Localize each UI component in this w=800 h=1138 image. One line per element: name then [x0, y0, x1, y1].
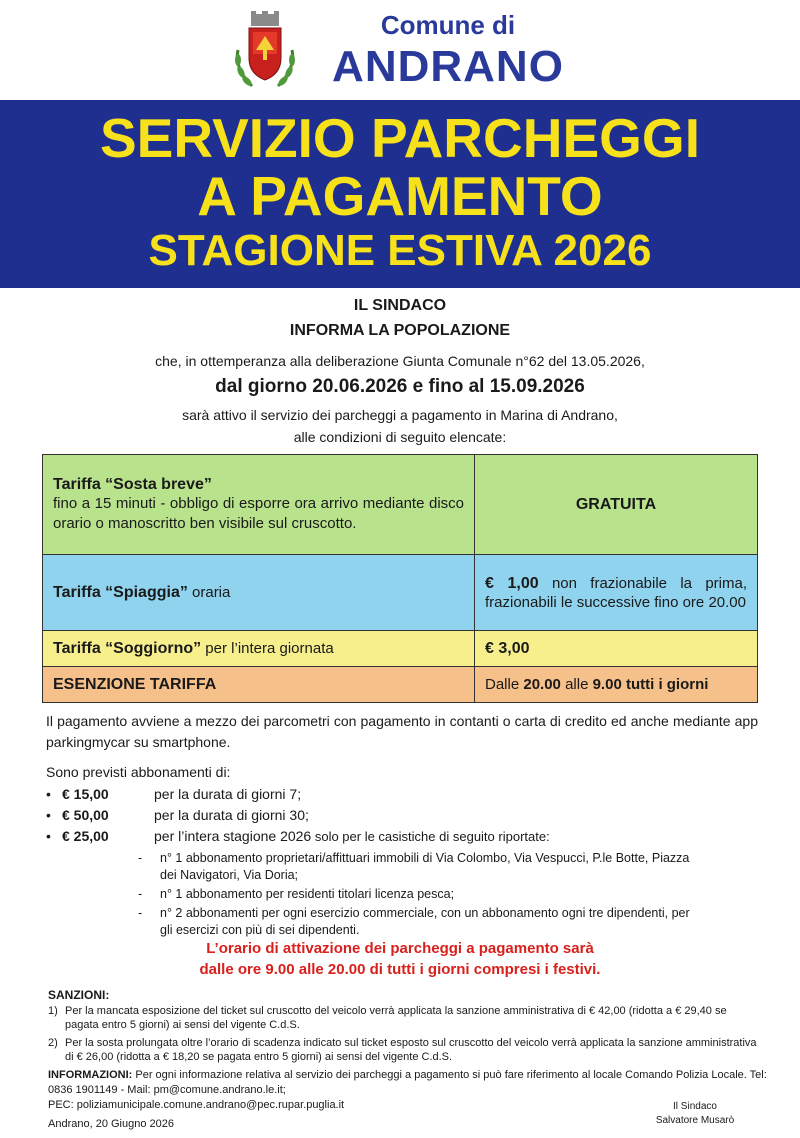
subscription-price: € 25,00 — [62, 828, 109, 844]
rate-price-b: 20.00 — [523, 676, 561, 693]
sanction-number: 1) — [48, 1005, 58, 1017]
bullet: • — [46, 786, 51, 802]
rate-price-cell — [475, 455, 758, 555]
rate-row-spiaggia — [43, 555, 758, 631]
subscriptions-list — [46, 784, 766, 847]
bullet: • — [46, 828, 51, 844]
rate-detail: per l’intera giornata — [201, 639, 334, 657]
subscription-price: € 15,00 — [62, 786, 109, 802]
rate-name-cell — [43, 667, 475, 703]
rate-price: € 1,00 — [485, 574, 539, 592]
title-banner — [0, 100, 800, 288]
subscription-price: € 50,00 — [62, 807, 109, 823]
rate-detail: fino a 15 minuti - obbligo di esporre ora arrivo mediante disco orario o manoscritto ben visibile sul cruscotto. — [53, 494, 464, 532]
bullet: • — [46, 807, 51, 823]
activation-hours-notice — [0, 938, 800, 980]
rate-row-sosta-breve — [43, 455, 758, 555]
header — [0, 0, 800, 100]
municipal-crest-icon — [232, 10, 298, 92]
sanctions-list — [48, 1004, 758, 1068]
rate-price-a: Dalle — [485, 676, 524, 693]
list-item — [48, 1004, 758, 1032]
rate-name: Tariffa “Soggiorno” — [53, 639, 202, 657]
rate-name-cell — [43, 455, 475, 555]
informa-label: INFORMA LA POPOLAZIONE — [289, 322, 511, 339]
pec-text: PEC: poliziamunicipale.comune.andrano@pec.rupar.puglia.it — [48, 1099, 345, 1111]
list-item — [46, 826, 766, 847]
intro-line-b: alle condizioni di seguito elencate: — [293, 429, 507, 445]
document-date: Andrano, 20 Giugno 2026 — [48, 1118, 174, 1130]
list-item — [46, 805, 766, 826]
case-text: n° 1 abbonamento proprietari/affittuari immobili di Via Colombo, Via Vespucci, P.le Botte, Piazza dei Navigatori, Via Doria; — [160, 851, 690, 882]
rate-row-esenzione — [43, 667, 758, 703]
comune-name: ANDRANO — [332, 42, 564, 91]
sanction-number: 2) — [48, 1037, 58, 1049]
banner-line-3: STAGIONE ESTIVA 2026 — [148, 226, 652, 275]
intro-line-a: sarà attivo il servizio dei parcheggi a pagamento in Marina di Andrano, — [182, 407, 618, 423]
rate-name: ESENZIONE TARIFFA — [53, 675, 217, 693]
subscription-desc: per la durata di giorni 7; — [154, 786, 302, 802]
intro-text-2 — [0, 404, 800, 448]
rate-price-cell — [475, 667, 758, 703]
rate-detail: oraria — [187, 583, 231, 601]
subscription-desc: per la durata di giorni 30; — [154, 807, 309, 823]
rate-price-d: 9.00 tutti i giorni — [592, 676, 709, 693]
info-body: Per ogni informazione relativa al servizio dei parcheggi a pagamento si può fare riferimento al locale Comando Polizia Locale. Tel: 0836 1901149 - Mail: pm@comune.andrano.le.it; — [48, 1069, 767, 1096]
hours-line-1: L’orario di attivazione dei parcheggi a pagamento sarà — [206, 940, 594, 957]
intro-text: che, in ottemperanza alla deliberazione Giunta Comunale n°62 del 13.05.2026, — [155, 353, 645, 369]
sindaco-heading — [0, 293, 800, 343]
rate-name: Tariffa “Sosta breve” — [53, 475, 212, 493]
dash: - — [138, 906, 143, 920]
rate-price: € 3,00 — [485, 639, 530, 657]
sindaco-label: IL SINDACO — [353, 297, 447, 314]
info-text — [48, 1068, 768, 1098]
sanction-text: Per la sosta prolungata oltre l’orario di scadenza indicato sul ticket esposto sul cruscotto del veicolo verrà applicata la sanzione amministrativa di € 26,00 (ridotta a € 18,20 se pagata entro 5 giorni) ai sensi del vigente C.d.S. — [65, 1037, 757, 1063]
rates-table — [42, 454, 758, 703]
signature-name: Salvatore Musarò — [655, 1115, 735, 1126]
subscription-desc — [154, 826, 766, 847]
signature-role: Il Sindaco — [673, 1101, 717, 1112]
list-item — [46, 784, 766, 805]
rate-price-note: non frazionabile la prima, frazionabili le successive fino ore 20.00 — [485, 574, 748, 611]
subscription-desc-text: per l’intera stagione 2026 — [154, 828, 312, 844]
list-item — [48, 1036, 758, 1064]
rate-name: Tariffa “Spiaggia” — [53, 583, 188, 601]
sanction-text: Per la mancata esposizione del ticket sul cruscotto del veicolo verrà applicata la sanzione amministrativa di € 42,00 (ridotta a € 29,40 se pagata entro 5 giorni) ai sensi del vigente C.d.S. — [65, 1005, 727, 1031]
rate-price-cell — [475, 631, 758, 667]
rate-price-c: alle — [560, 676, 593, 693]
payment-text: Il pagamento avviene a mezzo dei parcometri con pagamento in contanti o carta di credito ed anche mediante app parkingmycar su smartphone. — [46, 713, 758, 750]
signature — [620, 1100, 770, 1128]
list-item — [138, 886, 698, 903]
list-item — [138, 850, 698, 884]
subscription-note: solo per le casistiche di seguito riportate: — [311, 829, 550, 844]
list-item — [138, 905, 698, 939]
rate-price-cell — [475, 555, 758, 631]
dash: - — [138, 887, 143, 901]
rate-price: GRATUITA — [575, 495, 657, 513]
dash: - — [138, 851, 143, 865]
rate-name-cell — [43, 631, 475, 667]
rate-row-soggiorno — [43, 631, 758, 667]
hours-line-2: dalle ore 9.00 alle 20.00 di tutti i giorni compresi i festivi. — [199, 961, 601, 978]
comune-label: Comune di — [380, 10, 516, 40]
rate-name-cell — [43, 555, 475, 631]
sanctions-title: SANZIONI: — [48, 988, 110, 1002]
subscription-cases — [138, 850, 698, 939]
banner-line-1: SERVIZIO PARCHEGGI — [99, 107, 700, 169]
banner-line-2: A PAGAMENTO — [197, 165, 603, 227]
case-text: n° 2 abbonamenti per ogni esercizio commerciale, con un abbonamento ogni tre dipendenti, per gli esercizi con più di sei dipendenti. — [160, 906, 690, 937]
case-text: n° 1 abbonamento per residenti titolari licenza pesca; — [160, 887, 455, 901]
subscriptions-title: Sono previsti abbonamenti di: — [46, 764, 231, 780]
service-dates: dal giorno 20.06.2026 e fino al 15.09.2026 — [215, 376, 585, 397]
info-label: INFORMAZIONI: — [48, 1069, 133, 1081]
